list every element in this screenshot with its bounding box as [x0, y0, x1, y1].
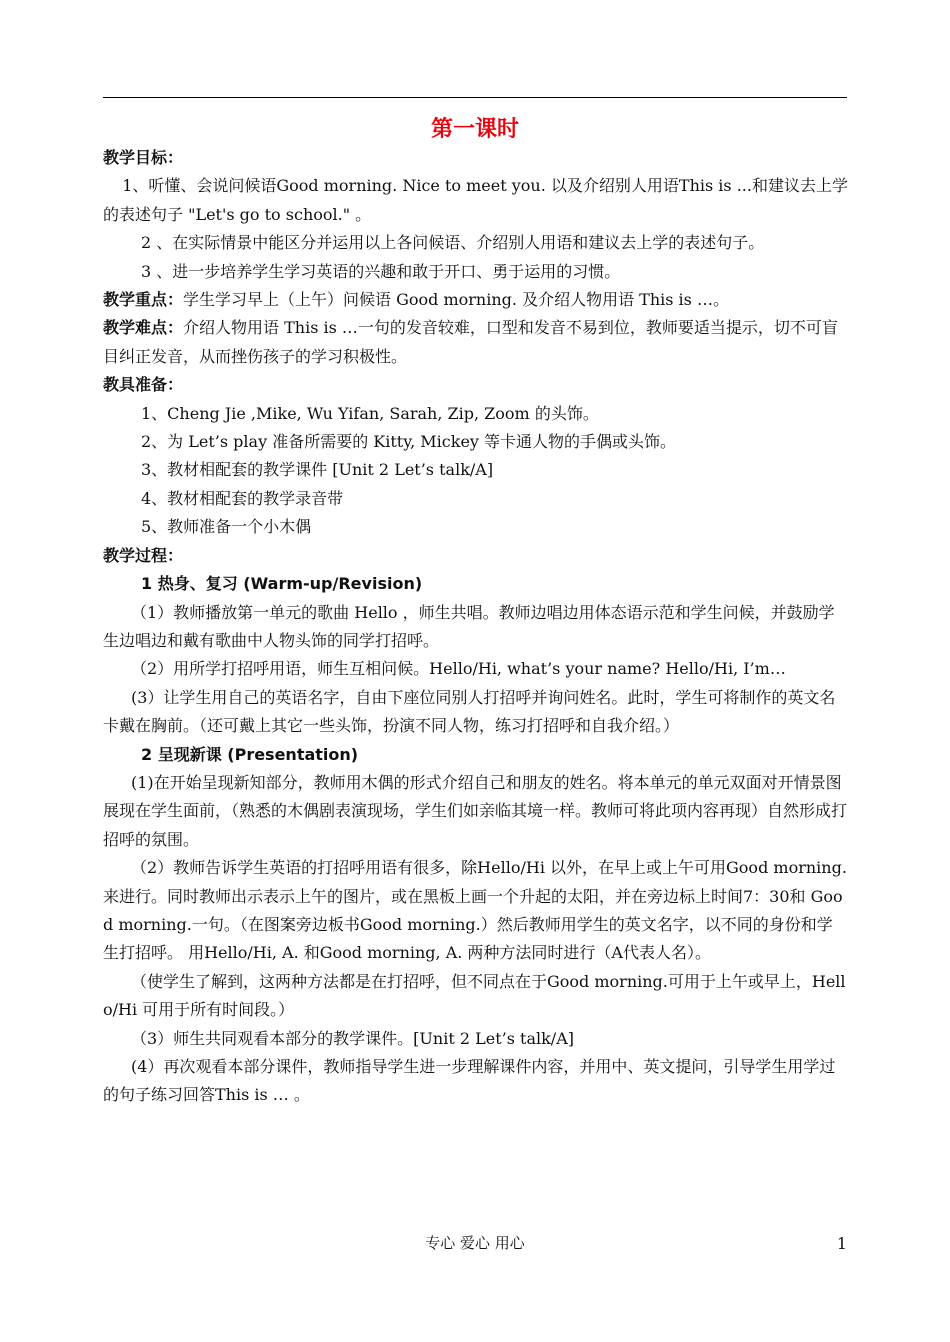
objective-item: 2 、在实际情景中能区分并运用以上各问候语、介绍别人用语和建议去上学的表述句子。: [141, 233, 765, 253]
objectives-heading: 教学目标：: [103, 148, 184, 167]
key-points-label: 教学重点：: [103, 290, 184, 310]
section-heading: 2 呈现新课 (Presentation): [141, 744, 359, 764]
section-heading: 1 热身、复习 (Warm-up/Revision): [141, 574, 423, 594]
key-points-text: 学生学习早上（上午）问候语 Good morning. 及介绍人物用语 This is …。: [183, 290, 729, 310]
material-item: 5、教师准备一个小木偶: [141, 517, 312, 537]
header-rule: [103, 97, 847, 98]
process-paragraph: (4）再次观看本部分课件，教师指导学生进一步理解课件内容，并用中、英文提问，引导学生用学过的句子练习回答This is … 。: [103, 1057, 836, 1105]
process-paragraph: (3）让学生用自己的英语名字，自由下座位同别人打招呼并询问姓名。此时，学生可将制作的英文名卡戴在胸前。（还可戴上其它一些头饰，扮演不同人物，练习打招呼和自我介绍。）: [103, 687, 836, 736]
difficulties-text: 介绍人物用语 This is …一句的发音较难，口型和发音不易到位，教师要适当提示，切不可盲目纠正发音，从而挫伤孩子的学习积极性。: [103, 318, 838, 366]
footer-text: 专心 爱心 用心: [425, 1234, 525, 1252]
process-paragraph: （3）师生共同观看本部分的教学课件。[Unit 2 Let’s talk/A]: [131, 1028, 574, 1048]
materials-heading: 教具准备：: [103, 375, 184, 395]
material-item: 4、教材相配套的教学录音带: [141, 488, 344, 508]
objective-item: 3 、进一步培养学生学习英语的兴趣和敢于开口、勇于运用的习惯。: [141, 261, 621, 281]
material-item: 3、教材相配套的教学课件 [Unit 2 Let’s talk/A]: [141, 460, 494, 480]
process-paragraph: （2）教师告诉学生英语的打招呼用语有很多，除Hello/Hi 以外，在早上或上午可用Good morning. 来进行。同时教师出示表示上午的图片，或在黑板上画一个升起的太阳，并在旁边标上时间7：30和 Good morning.一句。（在图案旁边板书Good morning.）然后教师用学生的英文名字，以不同的身份和学生打招呼。 用Hello/Hi, A. 和Good morning, A. 两种方法同时进行（A代表人名）。: [103, 858, 847, 963]
process-heading: 教学过程：: [103, 545, 184, 565]
page-number: 1: [836, 1234, 847, 1253]
objective-item: 1、听懂、会说问候语Good morning. Nice to meet you. 以及介绍别人用语This is ...和建议去上学的表述句子 "Let's go to school." 。: [103, 176, 848, 224]
page-title: 第一课时: [430, 117, 519, 142]
material-item: 2、为 Let’s play 准备所需要的 Kitty, Mickey 等卡通人物的手偶或头饰。: [141, 432, 677, 452]
process-paragraph: （1）教师播放第一单元的歌曲 Hello ，师生共唱。教师边唱边用体态语示范和学生问候，并鼓励学生边唱边和戴有歌曲中人物头饰的同学打招呼。: [103, 602, 835, 650]
document-body: [103, 144, 848, 1110]
difficulties: [103, 314, 848, 371]
key-points: [103, 286, 848, 314]
process-paragraph: （使学生了解到，这两种方法都是在打招呼，但不同点在于Good morning.可用于上午或早上，Hello/Hi 可用于所有时间段。）: [103, 971, 846, 1020]
process-paragraph: （2）用所学打招呼用语，师生互相问候。Hello/Hi, what’s your name? Hello/Hi, I’m…: [131, 659, 786, 679]
process-paragraph: (1)在开始呈现新知部分，教师用木偶的形式介绍自己和朋友的姓名。将本单元的单元双面对开情景图展现在学生面前，（熟悉的木偶剧表演现场，学生们如亲临其境一样。教师可将此项内容再现）自然形成打招呼的氛围。: [103, 772, 848, 849]
material-item: 1、Cheng Jie ,Mike, Wu Yifan, Sarah, Zip, Zoom 的头饰。: [141, 403, 599, 423]
difficulties-label: 教学难点：: [103, 318, 184, 338]
